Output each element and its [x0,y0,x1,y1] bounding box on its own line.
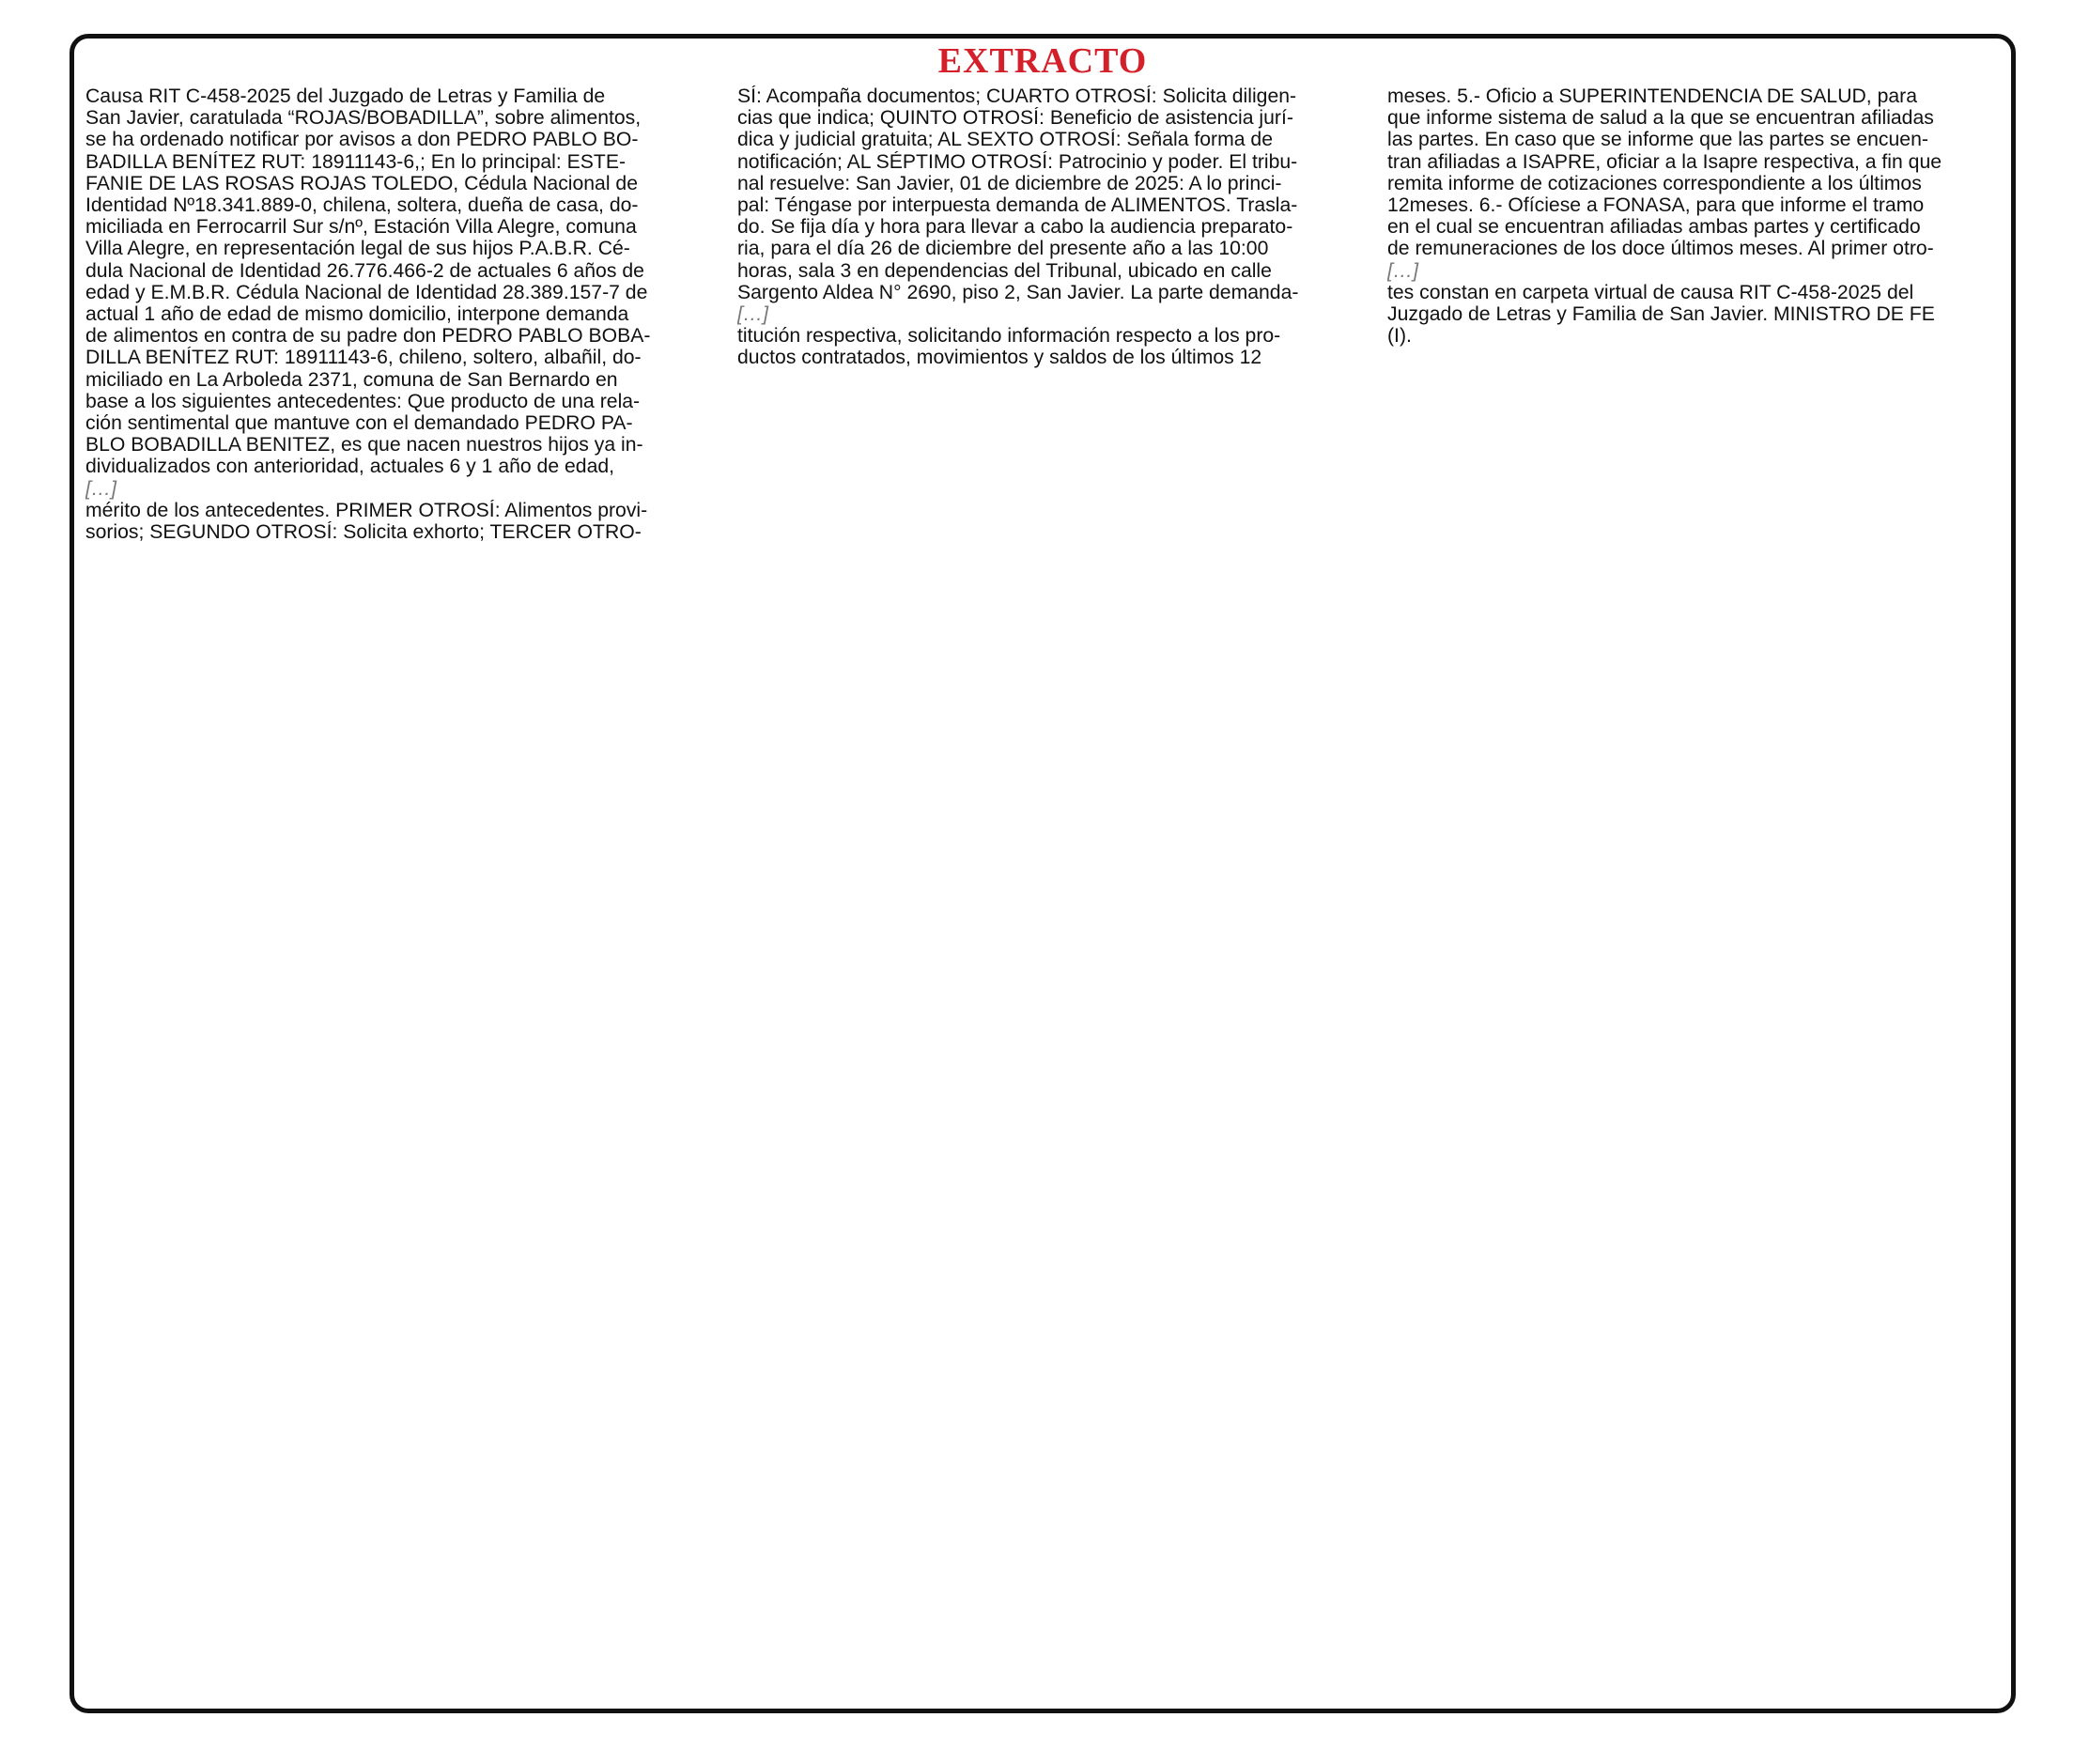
text-line: titución respectiva, solicitando información respecto a los pro- [737,325,1281,348]
text-omitted: […] [85,477,116,500]
text-line: SÍ: Acompaña documentos; CUARTO OTROSÍ: Solicita diligen- [737,85,1297,107]
text-line: miciliada en Ferrocarril Sur s/nº, Estación Villa Alegre, comuna [85,216,637,239]
text-line: mérito de los antecedentes. PRIMER OTROSÍ: Alimentos provi- [85,499,648,521]
notice-frame [70,34,2016,1713]
text-line: cias que indica; QUINTO OTROSÍ: Beneficio de asistencia jurí- [737,107,1293,130]
text-line: BLO BOBADILLA BENITEZ, es que nacen nuestros hijos ya in- [85,434,643,456]
text-line: que informe sistema de salud a la que se encuentran afiliadas [1387,107,1934,130]
text-omitted: […] [1387,259,1418,282]
text-line: en el cual se encuentran afiliadas ambas partes y certificado [1387,216,1921,239]
text-line: miciliado en La Arboleda 2371, comuna de San Bernardo en [85,368,618,391]
text-line: 12meses. 6.- Ofíciese a FONASA, para que informe el tramo [1387,194,1925,217]
text-line: nal resuelve: San Javier, 01 de diciembre de 2025: A lo princi- [737,172,1282,194]
text-line: do. Se fija día y hora para llevar a cabo la audiencia preparato- [737,216,1293,239]
text-line: Villa Alegre, en representación legal de sus hijos P.A.B.R. Cé- [85,238,630,260]
text-line: ductos contratados, movimientos y saldos de los últimos 12 [737,347,1262,369]
text-line: horas, sala 3 en dependencias del Tribunal, ubicado en calle [737,259,1272,282]
text-line: tes constan en carpeta virtual de causa RIT C-458-2025 del [1387,281,1914,303]
text-line: las partes. En caso que se informe que las partes se encuen- [1387,129,1928,151]
notice-title: EXTRACTO [937,41,1148,81]
text-line: ción sentimental que mantuve con el demandado PEDRO PA- [85,412,633,435]
column-1 [85,85,705,1701]
text-omitted: […] [737,303,768,326]
text-line: FANIE DE LAS ROSAS ROJAS TOLEDO, Cédula Nacional de [85,172,639,194]
column-3 [1387,85,2007,1701]
text-line: DILLA BENÍTEZ RUT: 18911143-6, chileno, soltero, albañil, do- [85,347,642,369]
text-line: sorios; SEGUNDO OTROSÍ: Solicita exhorto; TERCER OTRO- [85,521,642,544]
text-line: edad y E.M.B.R. Cédula Nacional de Identidad 28.389.157-7 de [85,281,648,303]
text-line: de alimentos en contra de su padre don PEDRO PABLO BOBA- [85,325,651,348]
text-line: Sargento Aldea N° 2690, piso 2, San Javier. La parte demanda- [737,281,1299,303]
text-line: se ha ordenado notificar por avisos a don PEDRO PABLO BO- [85,129,639,151]
text-line: remita informe de cotizaciones correspondiente a los últimos [1387,172,1922,194]
text-line: actual 1 año de edad de mismo domicilio, interpone demanda [85,303,629,326]
text-line: Juzgado de Letras y Familia de San Javier. MINISTRO DE FE [1387,303,1935,326]
text-line: meses. 5.- Oficio a SUPERINTENDENCIA DE SALUD, para [1387,85,1917,107]
text-line: Identidad Nº18.341.889-0, chilena, soltera, dueña de casa, do- [85,194,639,217]
column-2 [737,85,1357,1701]
text-line: ria, para el día 26 de diciembre del presente año a las 10:00 [737,238,1269,260]
text-line: pal: Téngase por interpuesta demanda de ALIMENTOS. Trasla- [737,194,1298,217]
text-line: tran afiliadas a ISAPRE, oficiar a la Isapre respectiva, a fin que [1387,150,1942,173]
text-line: dividualizados con anterioridad, actuales 6 y 1 año de edad, [85,456,615,478]
text-line: notificación; AL SÉPTIMO OTROSÍ: Patrocinio y poder. El tribu- [737,150,1298,173]
text-line: (I). [1387,325,1412,348]
text-line: San Javier, caratulada “ROJAS/BOBADILLA”, sobre alimentos, [85,107,642,130]
text-line: dica y judicial gratuita; AL SEXTO OTROSÍ: Señala forma de [737,129,1273,151]
text-line: BADILLA BENÍTEZ RUT: 18911143-6,; En lo principal: ESTE- [85,150,627,173]
text-line: base a los siguientes antecedentes: Que producto de una rela- [85,390,641,412]
text-line: de remuneraciones de los doce últimos meses. Al primer otro- [1387,238,1934,260]
text-line: dula Nacional de Identidad 26.776.466-2 de actuales 6 años de [85,259,644,282]
text-line: Causa RIT C-458-2025 del Juzgado de Letras y Familia de [85,85,606,107]
